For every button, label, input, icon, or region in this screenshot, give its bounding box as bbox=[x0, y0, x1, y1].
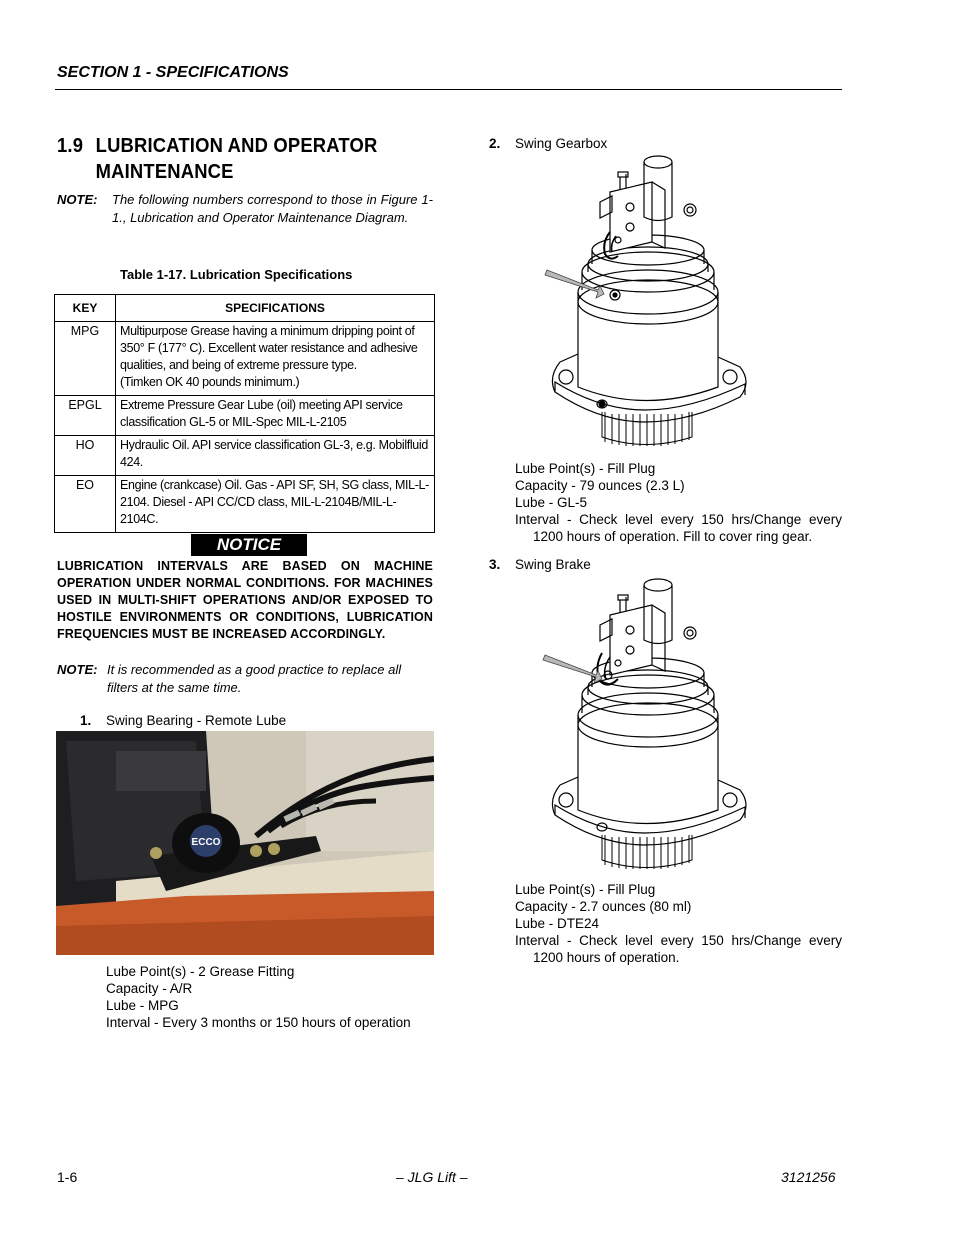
table-row bbox=[55, 476, 435, 533]
item-detail-line: Lube - MPG bbox=[106, 998, 179, 1013]
note-label: NOTE: bbox=[57, 662, 98, 677]
gearbox-line-drawing bbox=[540, 152, 755, 452]
row-desc bbox=[116, 322, 435, 396]
note-text: The following numbers correspond to those in Figure 1-1., Lubrication and Operator Maintenance Diagram. bbox=[112, 192, 433, 225]
section-header: SECTION 1 - SPECIFICATIONS bbox=[57, 64, 289, 81]
item-number: 2. bbox=[489, 136, 501, 151]
item-detail-line: Lube Point(s) - 2 Grease Fitting bbox=[106, 964, 295, 979]
swing-bearing-illustration bbox=[56, 731, 434, 955]
table-row bbox=[55, 322, 435, 396]
lubrication-spec-table bbox=[54, 294, 435, 533]
row-key: MPG bbox=[55, 322, 116, 396]
row-desc-extra: (Timken OK 40 pounds minimum.) bbox=[120, 375, 300, 389]
item-title-text: Swing Brake bbox=[515, 557, 591, 572]
alarm-brand-label: ECCO bbox=[191, 837, 221, 848]
footer-page-number: 1-6 bbox=[57, 1169, 78, 1185]
item-detail-line: Interval - Every 3 months or 150 hours of operation bbox=[106, 1015, 411, 1030]
item-detail-line: Capacity - 2.7 ounces (80 ml) bbox=[515, 899, 692, 914]
heading-line2: MAINTENANCE bbox=[95, 161, 234, 183]
item-detail-line: Capacity - 79 ounces (2.3 L) bbox=[515, 478, 685, 493]
footer-document-number: 3121256 bbox=[781, 1169, 836, 1185]
table-caption: Table 1-17. Lubrication Specifications bbox=[120, 267, 353, 282]
item-interval-line: 1200 hours of operation. bbox=[533, 950, 680, 965]
header-specifications: SPECIFICATIONS bbox=[116, 295, 435, 322]
item-2-details bbox=[515, 460, 842, 545]
item-interval-line: Interval - Check level every 150 hrs/Change every bbox=[515, 512, 842, 527]
item-title-text: Swing Gearbox bbox=[515, 136, 608, 151]
row-key: EO bbox=[55, 476, 116, 533]
item-number: 1. bbox=[80, 713, 92, 728]
item-3-title bbox=[489, 557, 591, 572]
item-detail-line: Lube Point(s) - Fill Plug bbox=[515, 882, 656, 897]
item-detail-line: Lube Point(s) - Fill Plug bbox=[515, 461, 656, 476]
table-row bbox=[55, 396, 435, 436]
heading-line1: LUBRICATION AND OPERATOR bbox=[95, 135, 378, 157]
item-number: 3. bbox=[489, 557, 501, 572]
note-text: It is recommended as a good practice to replace all filters at the same time. bbox=[107, 662, 402, 695]
table-row bbox=[55, 436, 435, 476]
table-header-row bbox=[55, 295, 435, 322]
row-desc-text: Multipurpose Grease having a minimum dripping point of 350° F (177° C). Excellent water resistance and adhesive qualities, and being of extreme pressure type. bbox=[120, 324, 418, 372]
item-3-details bbox=[515, 881, 842, 966]
header-key: KEY bbox=[55, 295, 116, 322]
note-replace-filters bbox=[57, 661, 433, 696]
row-desc: Hydraulic Oil. API service classification GL-3, e.g. Mobilfluid 424. bbox=[116, 436, 435, 476]
swing-brake-drawing bbox=[540, 575, 755, 875]
item-interval-line: 1200 hours of operation. Fill to cover ring gear. bbox=[533, 529, 813, 544]
row-key: HO bbox=[55, 436, 116, 476]
note-figure-reference bbox=[57, 191, 433, 226]
swing-gearbox-drawing bbox=[540, 152, 755, 452]
notice-badge: NOTICE bbox=[191, 534, 307, 556]
item-interval-line: Interval - Check level every 150 hrs/Change every bbox=[515, 933, 842, 948]
swing-bearing-photo bbox=[56, 731, 434, 955]
item-detail-line: Lube - GL-5 bbox=[515, 495, 588, 510]
item-detail-line: Lube - DTE24 bbox=[515, 916, 600, 931]
item-detail-line: Capacity - A/R bbox=[106, 981, 193, 996]
header-rule bbox=[55, 89, 842, 90]
brake-line-drawing bbox=[540, 575, 755, 875]
note-label: NOTE: bbox=[57, 192, 98, 207]
row-desc: Extreme Pressure Gear Lube (oil) meeting API service classification GL-5 or MIL-Spec MIL-L-2105 bbox=[116, 396, 435, 436]
item-title-text: Swing Bearing - Remote Lube bbox=[106, 713, 287, 728]
heading-number: 1.9 bbox=[57, 135, 84, 157]
row-desc: Engine (crankcase) Oil. Gas - API SF, SH, SG class, MIL-L-2104. Diesel - API CC/CD class, MIL-L-2104B/MIL-L-2104C. bbox=[116, 476, 435, 533]
item-1-title bbox=[80, 713, 286, 728]
row-key: EPGL bbox=[55, 396, 116, 436]
item-1-details bbox=[106, 963, 411, 1031]
section-heading bbox=[57, 133, 377, 185]
notice-text: LUBRICATION INTERVALS ARE BASED ON MACHINE OPERATION UNDER NORMAL CONDITIONS. FOR MACHINES USED IN MULTI-SHIFT OPERATIONS AND/OR EXPOSED TO HOSTILE ENVIRONMENTS OR CONDITIONS, LUBRICATION FREQUENCIES MUST BE INCREASED ACCORDINGLY. bbox=[57, 559, 433, 641]
item-2-title bbox=[489, 136, 607, 151]
footer-publisher: – JLG Lift – bbox=[396, 1169, 468, 1185]
